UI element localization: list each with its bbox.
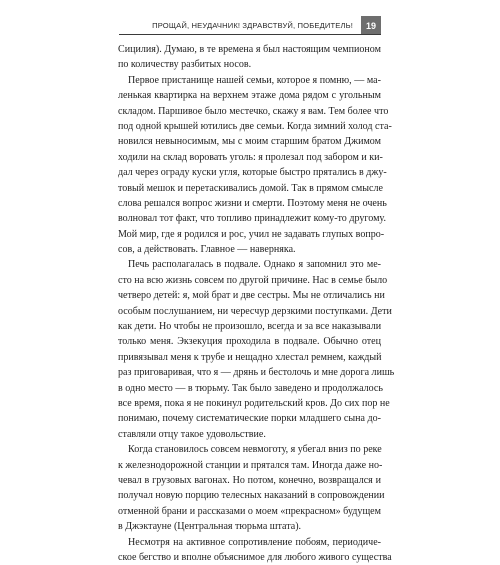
page-number: 19 (361, 16, 381, 35)
text-line: понимаю, почему систематические порки младшего сына до- (118, 411, 381, 426)
text-line: ставляли отцу такое удовольствие. (118, 427, 381, 442)
paragraph (118, 257, 381, 442)
text-line: к железнодорожной станции и прятался там. Иногда даже но- (118, 458, 381, 473)
text-line: в Джэктауне (Центральная тюрьма штата). (118, 519, 381, 534)
text-line: Когда становилось совсем невмоготу, я убегал вниз по реке (118, 442, 381, 457)
paragraph (118, 42, 381, 73)
body-text (118, 42, 381, 565)
chapter-title: ПРОЩАЙ, НЕУДАЧНИК! ЗДРАВСТВУЙ, ПОБЕДИТЕЛЬ! (119, 16, 361, 35)
text-line: в одно место — в тюрьму. Так было заведено и продолжалось (118, 381, 381, 396)
text-line: товый мешок и перетаскивались домой. Так в прямом смысле (118, 181, 381, 196)
text-line: Печь располагалась в подвале. Однако я запомнил это ме- (118, 257, 381, 272)
text-line: все время, пока я не покинул родительский кров. До сих пор не (118, 396, 381, 411)
text-line: Мой мир, где я родился и рос, учил не задавать глупых вопро- (118, 227, 381, 242)
text-line: привязывал меня к трубе и нещадно хлестал ремнем, каждый (118, 350, 381, 365)
running-header (119, 16, 381, 35)
text-line: ходили на склад воровать уголь: я пролезал под забором и ки- (118, 150, 381, 165)
text-line: дал через ограду куски угля, которые быстро прятались в джу- (118, 165, 381, 180)
text-line: слова решался вопрос жизни и смерти. Поэтому меня не очень (118, 196, 381, 211)
paragraph (118, 73, 381, 258)
text-line: складом. Паршивое было местечко, скажу я вам. Тем более что (118, 104, 381, 119)
paragraph (118, 535, 381, 565)
text-line: Несмотря на активное сопротивление побоям, периодиче- (118, 535, 381, 550)
text-line: сто на всю жизнь совсем по другой причине. Нас в семье было (118, 273, 381, 288)
text-line: под одной крышей ютились две семьи. Когда зимний холод ста- (118, 119, 381, 134)
header-rule (119, 34, 381, 35)
text-line: чевал в грузовых вагонах. Но потом, конечно, возвращался и (118, 473, 381, 488)
text-line: ленькая квартирка на верхнем этаже дома рядом с угольным (118, 88, 381, 103)
text-line: раз приговаривая, что я — дрянь и бестолочь и мне дорога лишь (118, 365, 381, 380)
text-line: только меня. Экзекуция проходила в подвале. Обычно отец (118, 334, 381, 349)
text-line: четверо детей: я, мой брат и две сестры. Мы не отличались ни (118, 288, 381, 303)
text-line: Первое пристанище нашей семьи, которое я помню, — ма- (118, 73, 381, 88)
text-line: по количеству разбитых носов. (118, 57, 381, 72)
text-line: особым послушанием, ни чересчур дерзкими поступками. Дети (118, 304, 381, 319)
text-line: ское бегство и вполне объяснимое для любого живого существа (118, 550, 381, 565)
text-line: новился невыносимым, мы с моим старшим братом Джимом (118, 134, 381, 149)
text-line: отменной брани и рассказами о моем «прекрасном» будущем (118, 504, 381, 519)
text-line: сов, а действовать. Главное — наверняка. (118, 242, 381, 257)
text-line: волновал тот факт, что топливо принадлежит кому-то другому. (118, 211, 381, 226)
text-line: получал новую порцию телесных наказаний в сопровождении (118, 488, 381, 503)
paragraph (118, 442, 381, 534)
text-line: как дети. Но чтобы не произошло, всегда и за все наказывали (118, 319, 381, 334)
text-line: Сицилия). Думаю, в те времена я был настоящим чемпионом (118, 42, 381, 57)
